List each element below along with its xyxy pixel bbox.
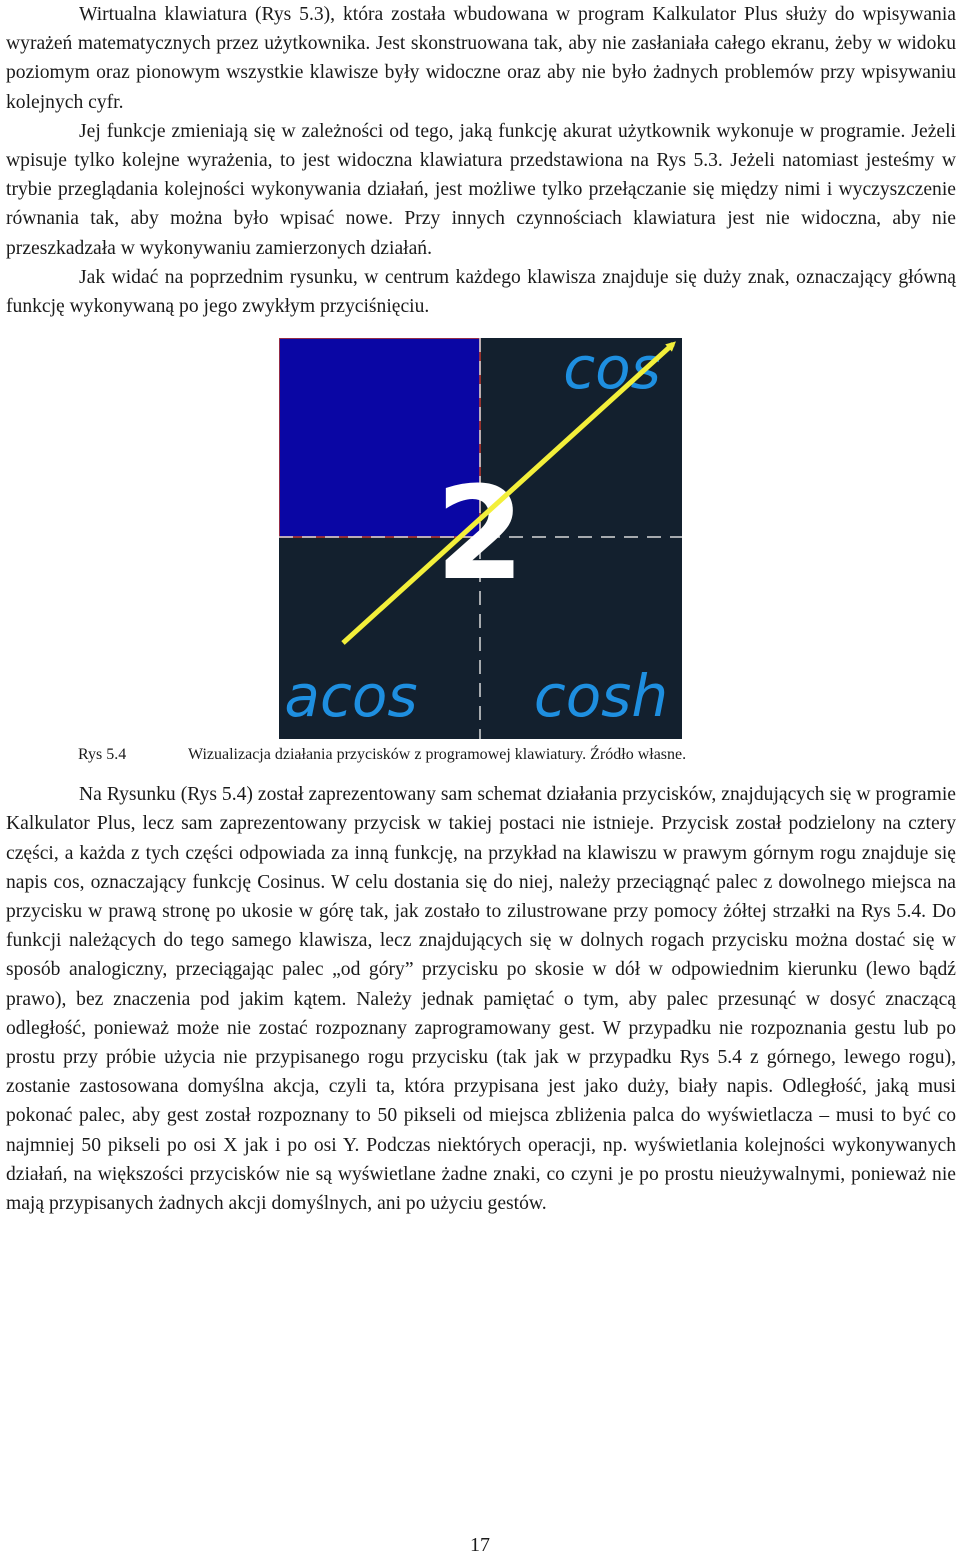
page-number: 17 <box>470 1534 490 1556</box>
paragraph-key-center: Jak widać na poprzednim rysunku, w centrum każdego klawisza znajduje się duży znak, oznaczający główną funkcję wykonywaną po jego zwykłym przyciśnięciu. <box>6 266 956 318</box>
key-gesture-diagram <box>279 338 682 739</box>
figure-caption <box>6 744 956 766</box>
key-bottom-left-label: acos <box>284 662 418 731</box>
key-bottom-right-label: cosh <box>533 662 669 731</box>
paragraph-keyboard-intro: Wirtualna klawiatura (Rys 5.3), która została wbudowana w program Kalkulator Plus służy do wpisywania wyrażeń matematycznych przez użytkownika. Jest skonstruowana tak, aby nie zasłaniała całego ekranu, żeby w widoku poziomym oraz pionowym wszystkie klawisze były widoczne oraz aby nie było żadnych problemów przy wpisywaniu kolejnych cyfr. <box>6 4 956 113</box>
key-top-right-label: cos <box>563 338 661 403</box>
figure-key-gesture <box>279 338 682 739</box>
key-main-label: 2 <box>435 460 525 610</box>
paragraph-keyboard-modes: Jej funkcje zmieniają się w zależności od tego, jaką funkcję akurat użytkownik wykonuje w programie. Jeżeli wpisuje tylko kolejne wyrażenia, to jest widoczna klawiatura przedstawiona na Rys 5.3. Jeżeli natomiast jesteśmy w trybie przeglądania kolejności wykonywania działań, jest możliwe tylko przełączanie się między nimi i wyczyszczenie równania tak, aby można było wpisać nowe. Przy innych czynnościach klawiatura jest nie widoczna, aby nie przeszkadzała w wykonywaniu zamierzonych działań. <box>6 120 956 259</box>
paragraph-gesture-explanation: Na Rysunku (Rys 5.4) został zaprezentowany sam schemat działania przycisków, znajdujących się w programie Kalkulator Plus, lecz sam zaprezentowany przycisk w takiej postaci nie istnieje. Przycisk został podzielony na cztery części, a każda z tych części odpowiada za inną funkcję, na przykład na klawiszu w prawym górnym rogu znajduje się napis cos, oznaczający funkcję Cosinus. W celu dostania się do niej, należy przeciągnąć palec z dowolnego miejsca na przycisku w prawą stronę po ukosie w górę tak, jak zostało to zilustrowane przy pomocy żółtej strzałki na Rys 5.4. Do funkcji należących do tego samego klawisza, lecz znajdujących się w dolnych rogach przycisku można dostać się w sposób analogiczny, przeciągając palec „od góry” przycisku po skosie w dół w odpowiednim kierunku (lewo bądź prawo), bez znaczenia pod jakim kątem. Należy jednak pamiętać o tym, aby palec przesunąć w dosyć znaczącą odległość, ponieważ może nie zostać rozpoznany zaprogramowany gest. W przypadku nie rozpoznania gestu lub po prostu przy próbie użycia nie przypisanego rogu przycisku (tak jak w przypadku Rys 5.4 z górnego, lewego rogu), zostanie zastosowana domyślna akcja, czyli ta, która przypisana jest jako duży, biały napis. Odległość, jaką musi pokonać palec, aby gest został rozpoznany to 50 pikseli od miejsca zbliżenia palca do wyświetlacza – musi to być co najmniej 50 pikseli po osi X jak i po osi Y. Podczas niektórych operacji, np. wyświetlania kolejności wykonywanych działań, na większości przycisków nie są wyświetlane żadne znaki, co czyni je po prostu nieużywalnymi, ponieważ nie mają przypisanych żadnych akcji domyślnych, ani po użyciu gestów. <box>6 784 956 1215</box>
document-page <box>6 0 956 1218</box>
caption-number: Rys 5.4 <box>78 746 127 764</box>
caption-text: Wizualizacja działania przycisków z programowej klawiatury. Źródło własne. <box>188 746 687 764</box>
